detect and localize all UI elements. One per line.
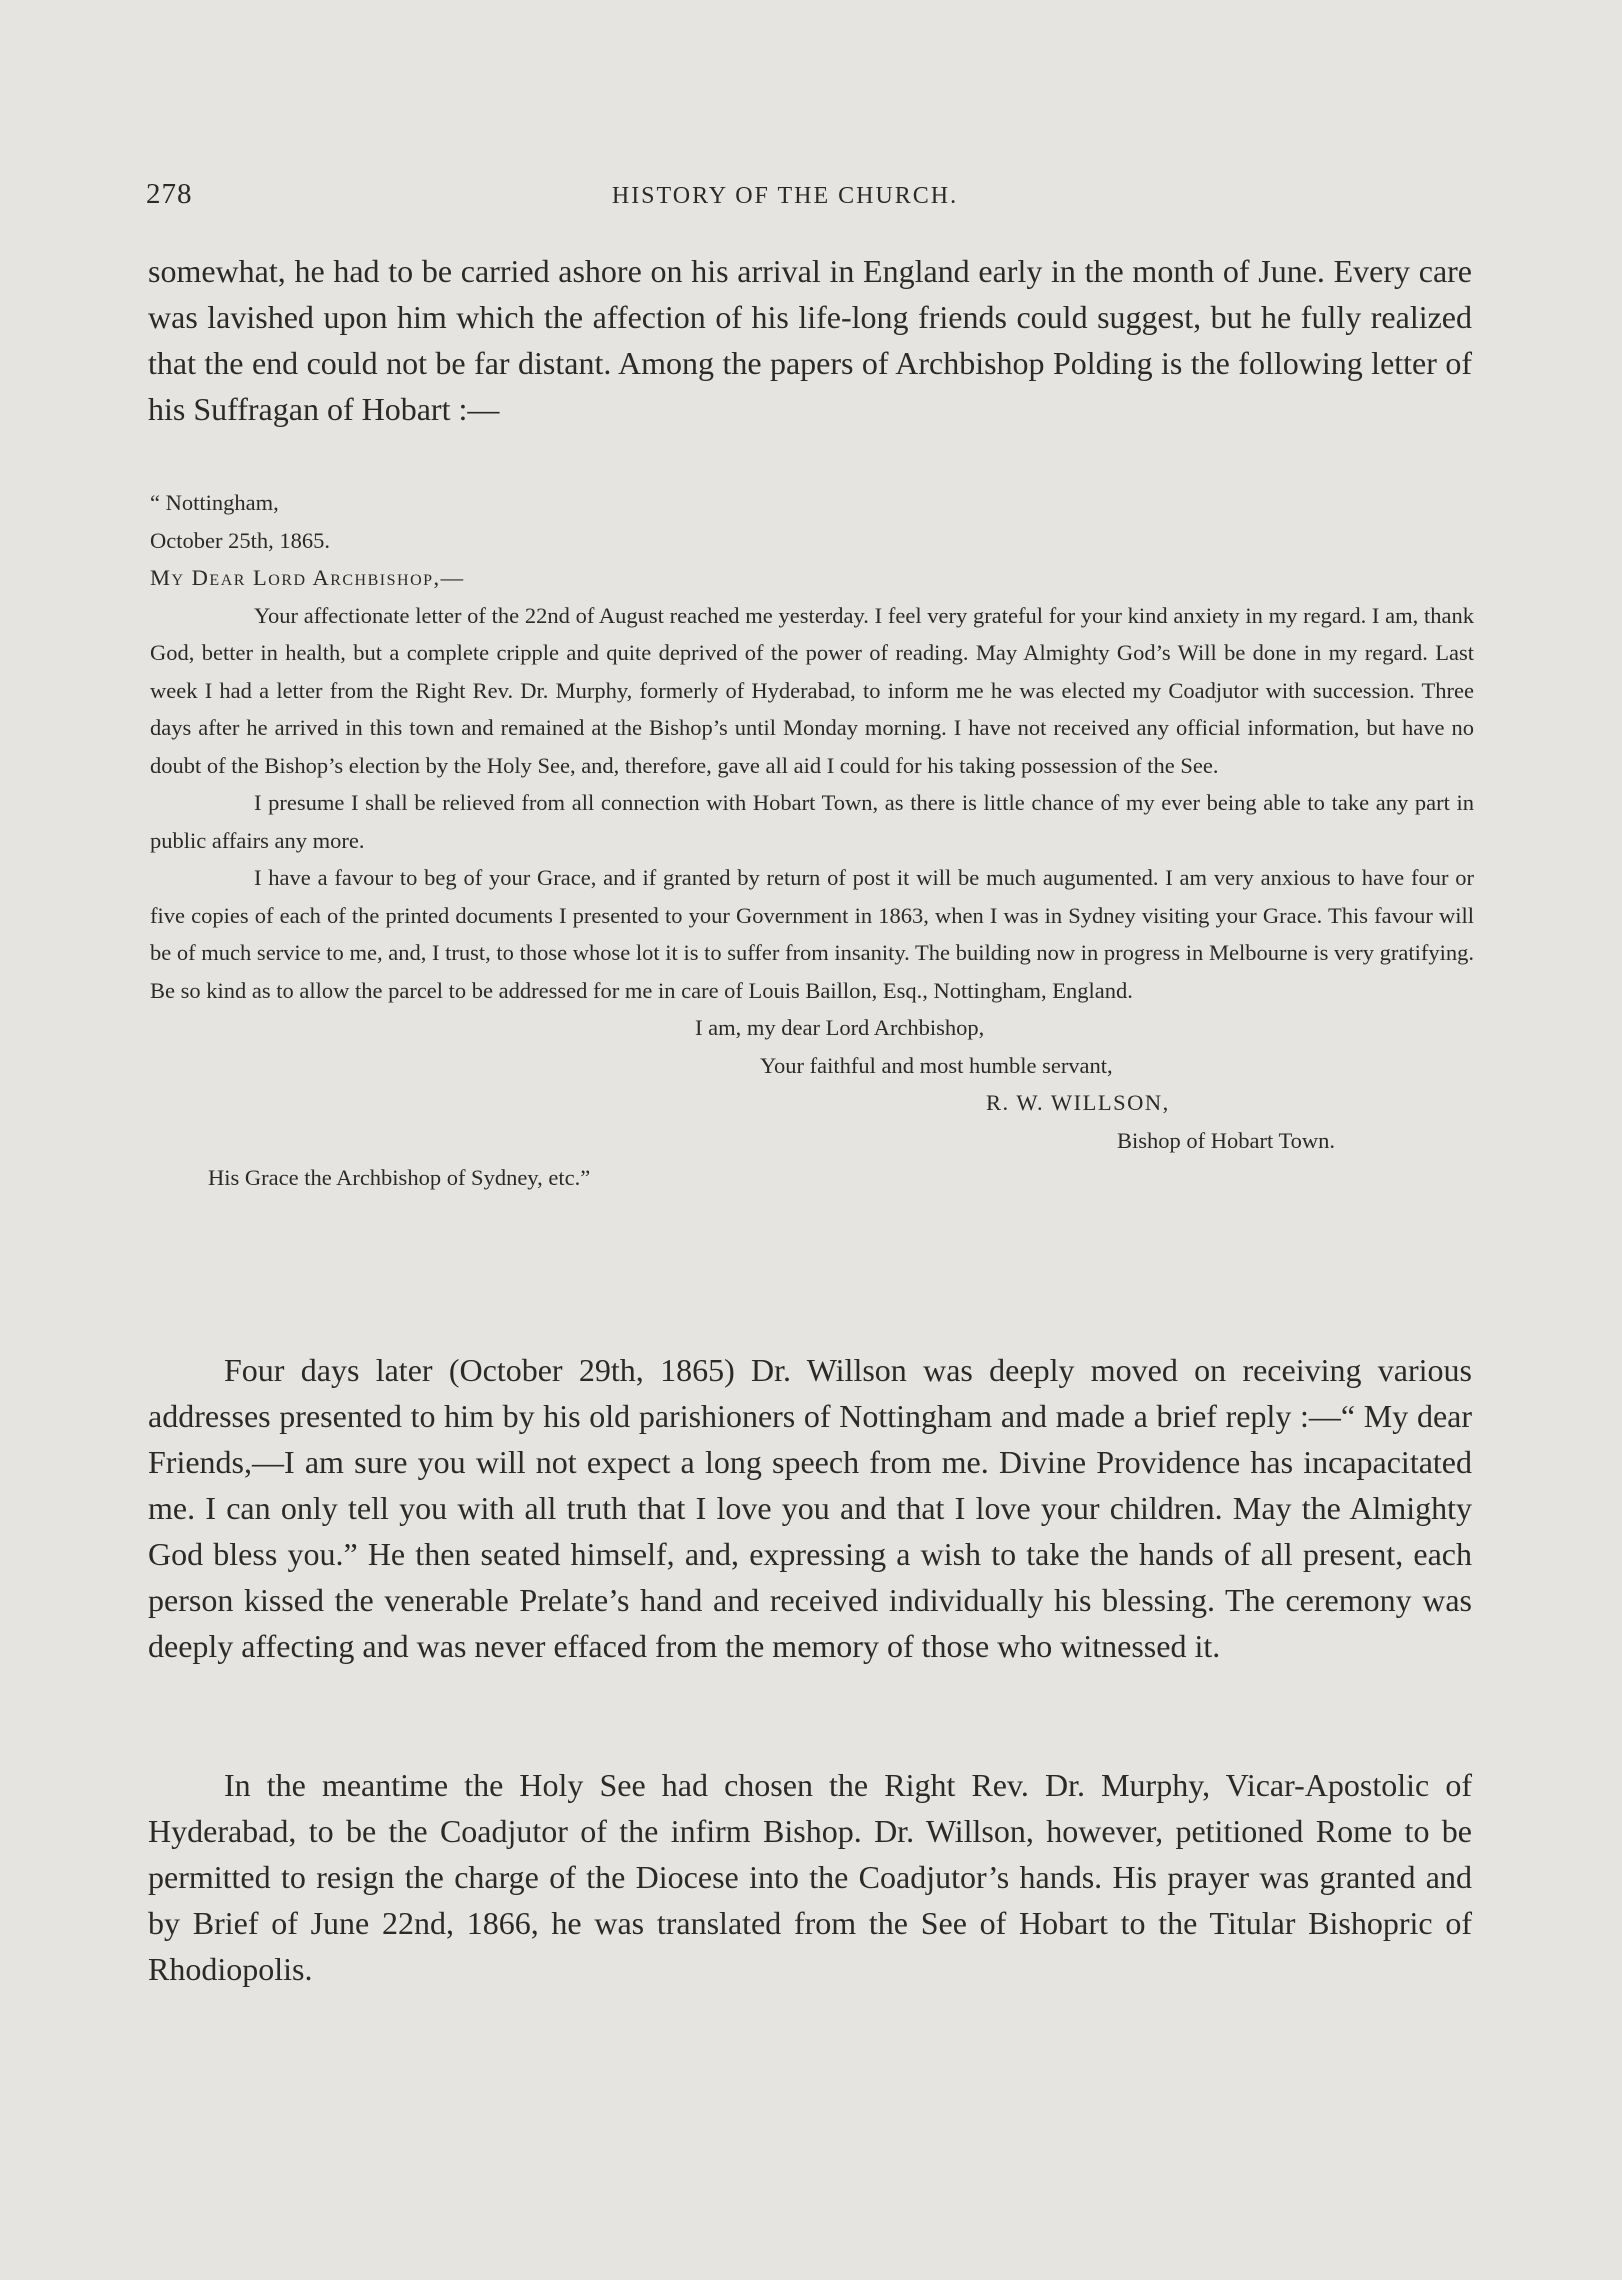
page-header (146, 178, 1424, 218)
letter-closing: Your faithful and most humble servant, (760, 1052, 1113, 1078)
letter-salutation: My Dear Lord Archbishop,— (150, 565, 465, 590)
page-number: 278 (146, 178, 193, 210)
opening-paragraph: somewhat, he had to be carried ashore on his arrival in England early in the month of June. Every care was lavished upon him which the affection of his life-long friends could suggest, but he fully realized that the end could not be far distant. Among the papers of Archbishop Polding is the following letter of his Suffragan of Hobart :— (148, 253, 1472, 427)
quoted-letter (150, 484, 1474, 1197)
running-head: HISTORY OF THE CHURCH. (611, 183, 959, 209)
letter-signature: R. W. WILLSON, (986, 1090, 1170, 1115)
letter-place: “ Nottingham, (150, 490, 279, 515)
letter-closing: I am, my dear Lord Archbishop, (695, 1015, 985, 1040)
letter-paragraph: I have a favour to beg of your Grace, and if granted by return of post it will be much augumented. I am very anxious to have four or five copies of each of the printed documents I presented to your Government in 1863, when I was in Sydney visiting your Grace. This favour will be of much service to me, and, I trust, to those whose lot it is to suffer from insanity. The building now in progress in Melbourne is very gratifying. Be so kind as to allow the parcel to be addressed for me in care of Louis Baillon, Esq., Nottingham, England. (150, 865, 1474, 1003)
letter-paragraph: Your affectionate letter of the 22nd of August reached me yesterday. I feel very grateful for your kind anxiety in my regard. I am, thank God, better in health, but a complete cripple and quite deprived of the power of reading. May Almighty God’s Will be done in my regard. Last week I had a letter from the Right Rev. Dr. Murphy, formerly of Hyderabad, to inform me he was elected my Coadjutor with succession. Three days after he arrived in this town and remained at the Bishop’s until Monday morning. I have not received any official information, but have no doubt of the Bishop’s election by the Holy See, and, therefore, gave all aid I could for his taking possession of the See. (150, 602, 1474, 778)
letter-addressee: His Grace the Archbishop of Sydney, etc.” (208, 1165, 591, 1190)
letter-signature-title: Bishop of Hobart Town. (1117, 1127, 1336, 1153)
narrative-paragraph: In the meantime the Holy See had chosen the Right Rev. Dr. Murphy, Vicar-Apostolic of Hyderabad, to be the Coadjutor of the infirm Bishop. Dr. Willson, however, petitioned Rome to be permitted to resign the charge of the Diocese into the Coadjutor’s hands. His prayer was granted and by Brief of June 22nd, 1866, he was translated from the See of Hobart to the Titular Bishopric of Rhodiopolis. (148, 1767, 1472, 1987)
letter-date: October 25th, 1865. (150, 527, 330, 553)
letter-paragraph: I presume I shall be relieved from all connection with Hobart Town, as there is little chance of my ever being able to take any part in public affairs any more. (150, 790, 1474, 853)
narrative-paragraph: Four days later (October 29th, 1865) Dr. Willson was deeply moved on receiving various addresses presented to him by his old parishioners of Nottingham and made a brief reply :—“ My dear Friends,—I am sure you will not expect a long speech from me. Divine Providence has incapacitated me. I can only tell you with all truth that I love you and that I love your children. May the Almighty God bless you.” He then seated himself, and, expressing a wish to take the hands of all present, each person kissed the venerable Prelate’s hand and received individually his blessing. The ceremony was deeply affecting and was never effaced from the memory of those who witnessed it. (148, 1352, 1472, 1664)
